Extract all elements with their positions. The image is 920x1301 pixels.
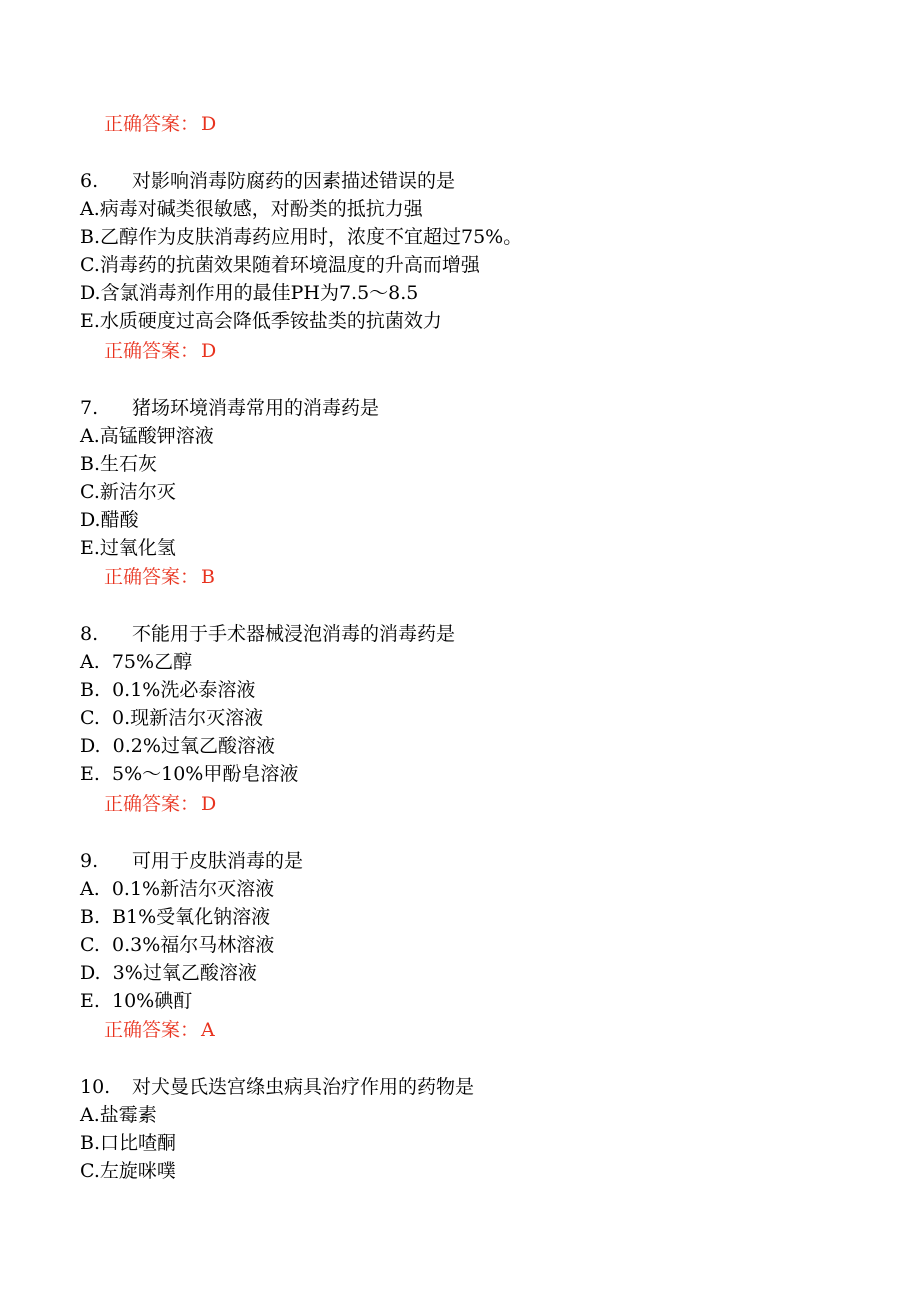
question-stem [80, 847, 303, 875]
question-stem [80, 1073, 474, 1101]
answer-label: 正确答案： [104, 113, 200, 135]
answer-label: 正确答案： [104, 566, 200, 588]
answer-label: 正确答案： [104, 793, 200, 815]
option-b: B.口比喳酮 [80, 1132, 177, 1154]
question-number: 9. [80, 850, 99, 872]
answer-line [104, 790, 216, 818]
option-a: A.盐霉素 [80, 1104, 157, 1126]
option-a: A.病毒对碱类很敏感，对酚类的抵抗力强 [80, 198, 423, 220]
option-b: B.乙醇作为皮肤消毒药应用时，浓度不宜超过75%。 [80, 226, 523, 248]
answer-letter: A [201, 1019, 215, 1041]
answer-letter: B [201, 566, 215, 588]
option-a: A. 0.1%新洁尔灭溶液 [80, 878, 275, 900]
answer-letter: D [201, 113, 217, 135]
option-e: E.水质硬度过高会降低季铵盐类的抗菌效力 [80, 310, 442, 332]
option-c: C. 0.3%福尔马林溶液 [80, 934, 275, 956]
option-b: B. B1%受氧化钠溶液 [80, 906, 271, 928]
answer-label: 正确答案： [104, 340, 200, 362]
answer-line [104, 563, 215, 591]
question-text: 对影响消毒防腐药的因素描述错误的是 [132, 170, 456, 192]
question-text: 不能用于手术器械浸泡消毒的消毒药是 [132, 623, 456, 645]
question-stem [80, 394, 379, 422]
answer-line [104, 110, 216, 138]
option-a: A. 75%乙醇 [80, 651, 193, 673]
option-c: C.消毒药的抗菌效果随着环境温度的升高而增强 [80, 254, 480, 276]
option-d: D.含氯消毒剂作用的最佳PH为7.5～8.5 [80, 282, 419, 304]
option-b: B. 0.1%洗必泰溶液 [80, 679, 256, 701]
question-number: 8. [80, 623, 99, 645]
answer-letter: D [201, 340, 217, 362]
answer-line [104, 1016, 215, 1044]
question-text: 对犬曼氏迭宫绦虫病具治疗作用的药物是 [132, 1076, 475, 1098]
option-a: A.高锰酸钾溶液 [80, 425, 214, 447]
option-e: E. 5%～10%甲酚皂溶液 [80, 763, 299, 785]
option-e: E.过氧化氢 [80, 537, 176, 559]
question-text: 可用于皮肤消毒的是 [132, 850, 304, 872]
answer-label: 正确答案： [104, 1019, 200, 1041]
question-number: 6. [80, 170, 99, 192]
answer-letter: D [201, 793, 217, 815]
question-stem [80, 167, 455, 195]
question-number: 7. [80, 397, 99, 419]
option-b: B.生石灰 [80, 453, 158, 475]
option-c: C. 0.现新洁尔灭溶液 [80, 707, 264, 729]
option-d: D. 3%过氧乙酸溶液 [80, 962, 257, 984]
option-e: E. 10%碘酊 [80, 990, 193, 1012]
question-text: 猪场环境消毒常用的消毒药是 [132, 397, 380, 419]
option-c: C.新洁尔灭 [80, 481, 176, 503]
option-c: C.左旋咪噗 [80, 1160, 176, 1182]
option-d: D. 0.2%过氧乙酸溶液 [80, 735, 275, 757]
answer-line [104, 337, 216, 365]
option-d: D.醋酸 [80, 509, 139, 531]
question-number: 10. [80, 1076, 111, 1098]
question-stem [80, 620, 455, 648]
